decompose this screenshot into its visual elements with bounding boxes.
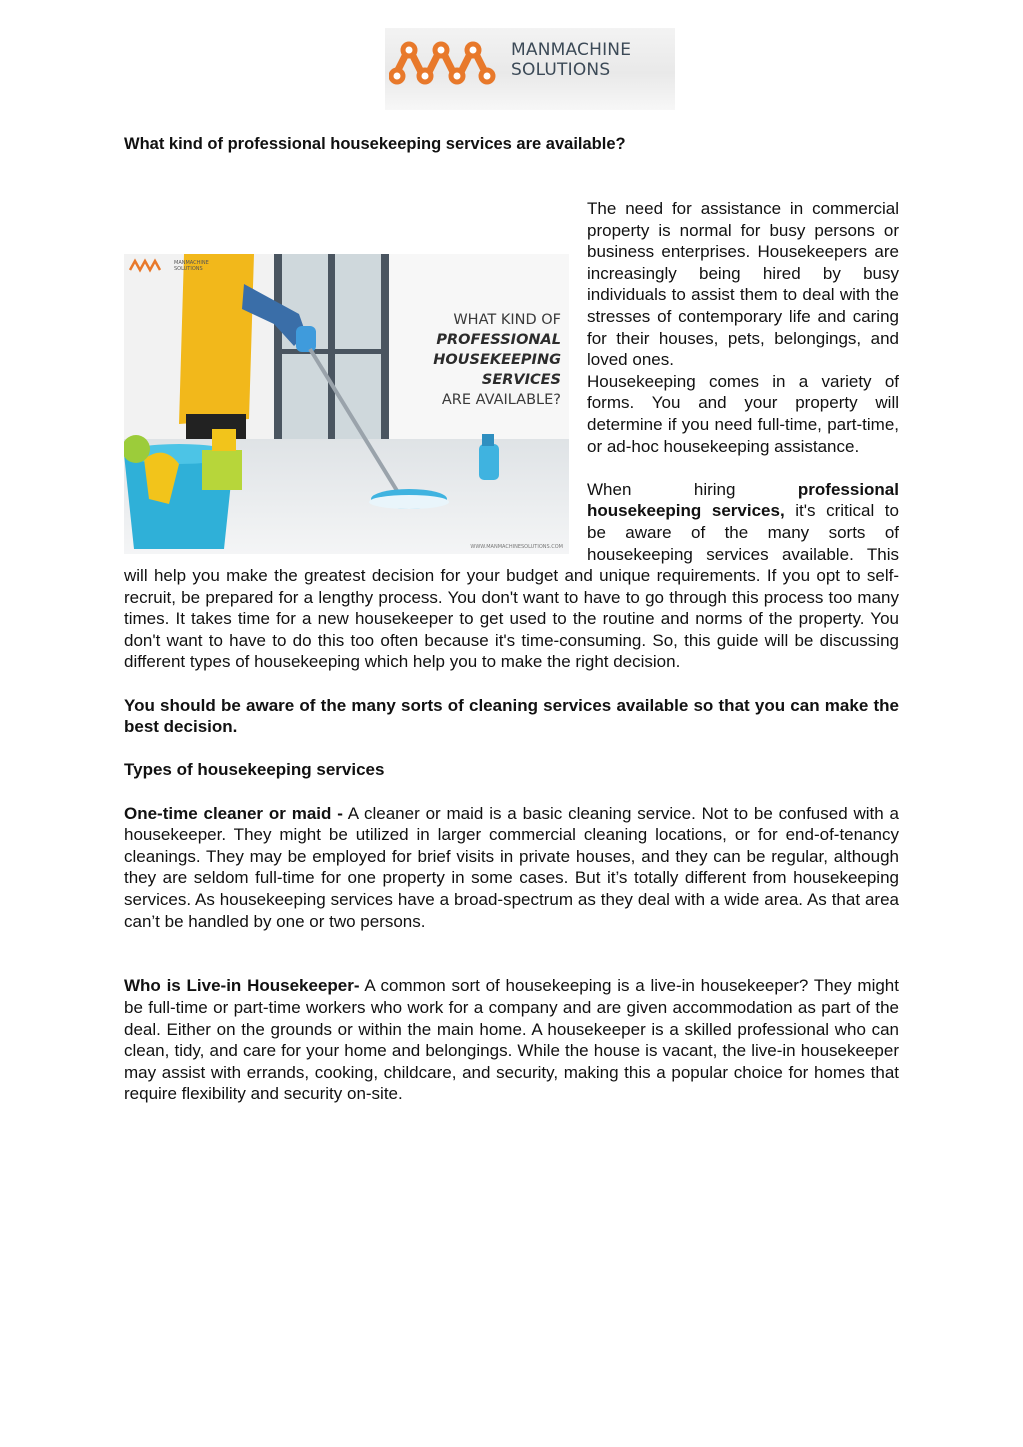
live-in-text: A common sort of housekeeping is a live-in housekeeper? They might be full-time or part-time workers who work for a company and are given accommodation as part of the deal. Either on the grounds or within the main home. A housekeeper is a skilled professional who can clean, tidy, and care for your home and belongings. While the house is vacant, the live-in housekeeper may assist with errands, cooking, childcare, and security, making this a popular choice for homes that require flexibility and security on-site. — [124, 976, 899, 1104]
hero-line-1: WHAT KIND OF — [453, 312, 561, 328]
types-heading-text: Types of housekeeping services — [124, 760, 385, 780]
bold-statement-text: You should be aware of the many sorts of cleaning services available so that you can make the best decision. — [124, 695, 899, 737]
header-logo — [385, 28, 675, 110]
logo-wordmark — [511, 40, 631, 80]
logo-line-2: SOLUTIONS — [511, 60, 611, 80]
live-in-label: Who is Live-in Housekeeper- — [124, 976, 360, 996]
hero-logo-text — [174, 260, 209, 272]
logo-line-1: MANMACHINE — [511, 40, 632, 60]
intro-p3-bold: professional housekeeping services, — [587, 479, 899, 521]
one-time-text: A cleaner or maid is a basic cleaning service. Not to be confused with a housekeeper. They might be utilized in larger commercial cleaning locations, or for end-of-tenancy cleanings. They may be employed for brief visits in private houses, and they can be regular, although they are seldom full-time for one property in some cases. But it’s totally different from housekeeping services. As housekeeping services have a broad-spectrum as they deal with a wide area. As that area can’t be handled by one or two persons. — [124, 803, 899, 931]
hero-logo-line-2: SOLUTIONS — [174, 266, 203, 272]
logo-chain-icon — [389, 36, 509, 96]
hero-url: WWW.MANMACHINESOLUTIONS.COM — [470, 544, 563, 550]
hero-line-4: SERVICES — [481, 372, 561, 388]
hero-logo-line-1: MANMACHINE — [174, 260, 209, 266]
one-time-label: One-time cleaner or maid - — [124, 803, 343, 823]
one-time-paragraph — [124, 803, 899, 933]
intro-paragraph-1: The need for assistance in commercial property is normal for busy persons or business enterprises. Housekeepers are increasingly being hired by busy individuals to assist them to deal with the stresses of contemporary life and caring for their houses, pets, belongings, and loved ones. — [587, 199, 899, 370]
intro-paragraph-2: Housekeeping comes in a variety of forms. You and your property will determine if you need full-time, part-time, or ad-hoc housekeeping assistance. — [587, 371, 899, 456]
page-title: What kind of professional housekeeping services are available? — [124, 135, 626, 153]
hero-line-2: PROFESSIONAL — [436, 332, 561, 348]
live-in-paragraph — [124, 975, 899, 1105]
article-body — [124, 198, 899, 1105]
hero-line-3: HOUSEKEEPING — [433, 352, 561, 368]
hero-line-5: ARE AVAILABLE? — [441, 392, 561, 408]
hero-caption — [371, 310, 561, 410]
intro-p3-after: it's critical to be aware of the many sorts of housekeeping services available. This will help you make the greatest decision for your budget and unique requirements. If you opt to self-recruit, be prepared for a lengthy process. You don't want to have to go through this process too many times. It takes time for a new housekeeper to get used to the routine and norms of the property. You don't want to have to do this too often because it's time-consuming. So, this guide will be discussing different types of housekeeping which help you to make the right decision. — [124, 501, 899, 672]
bold-statement — [124, 695, 899, 738]
hero-image — [124, 254, 569, 554]
intro-p3-before: When hiring — [587, 479, 798, 499]
types-heading — [124, 759, 899, 781]
